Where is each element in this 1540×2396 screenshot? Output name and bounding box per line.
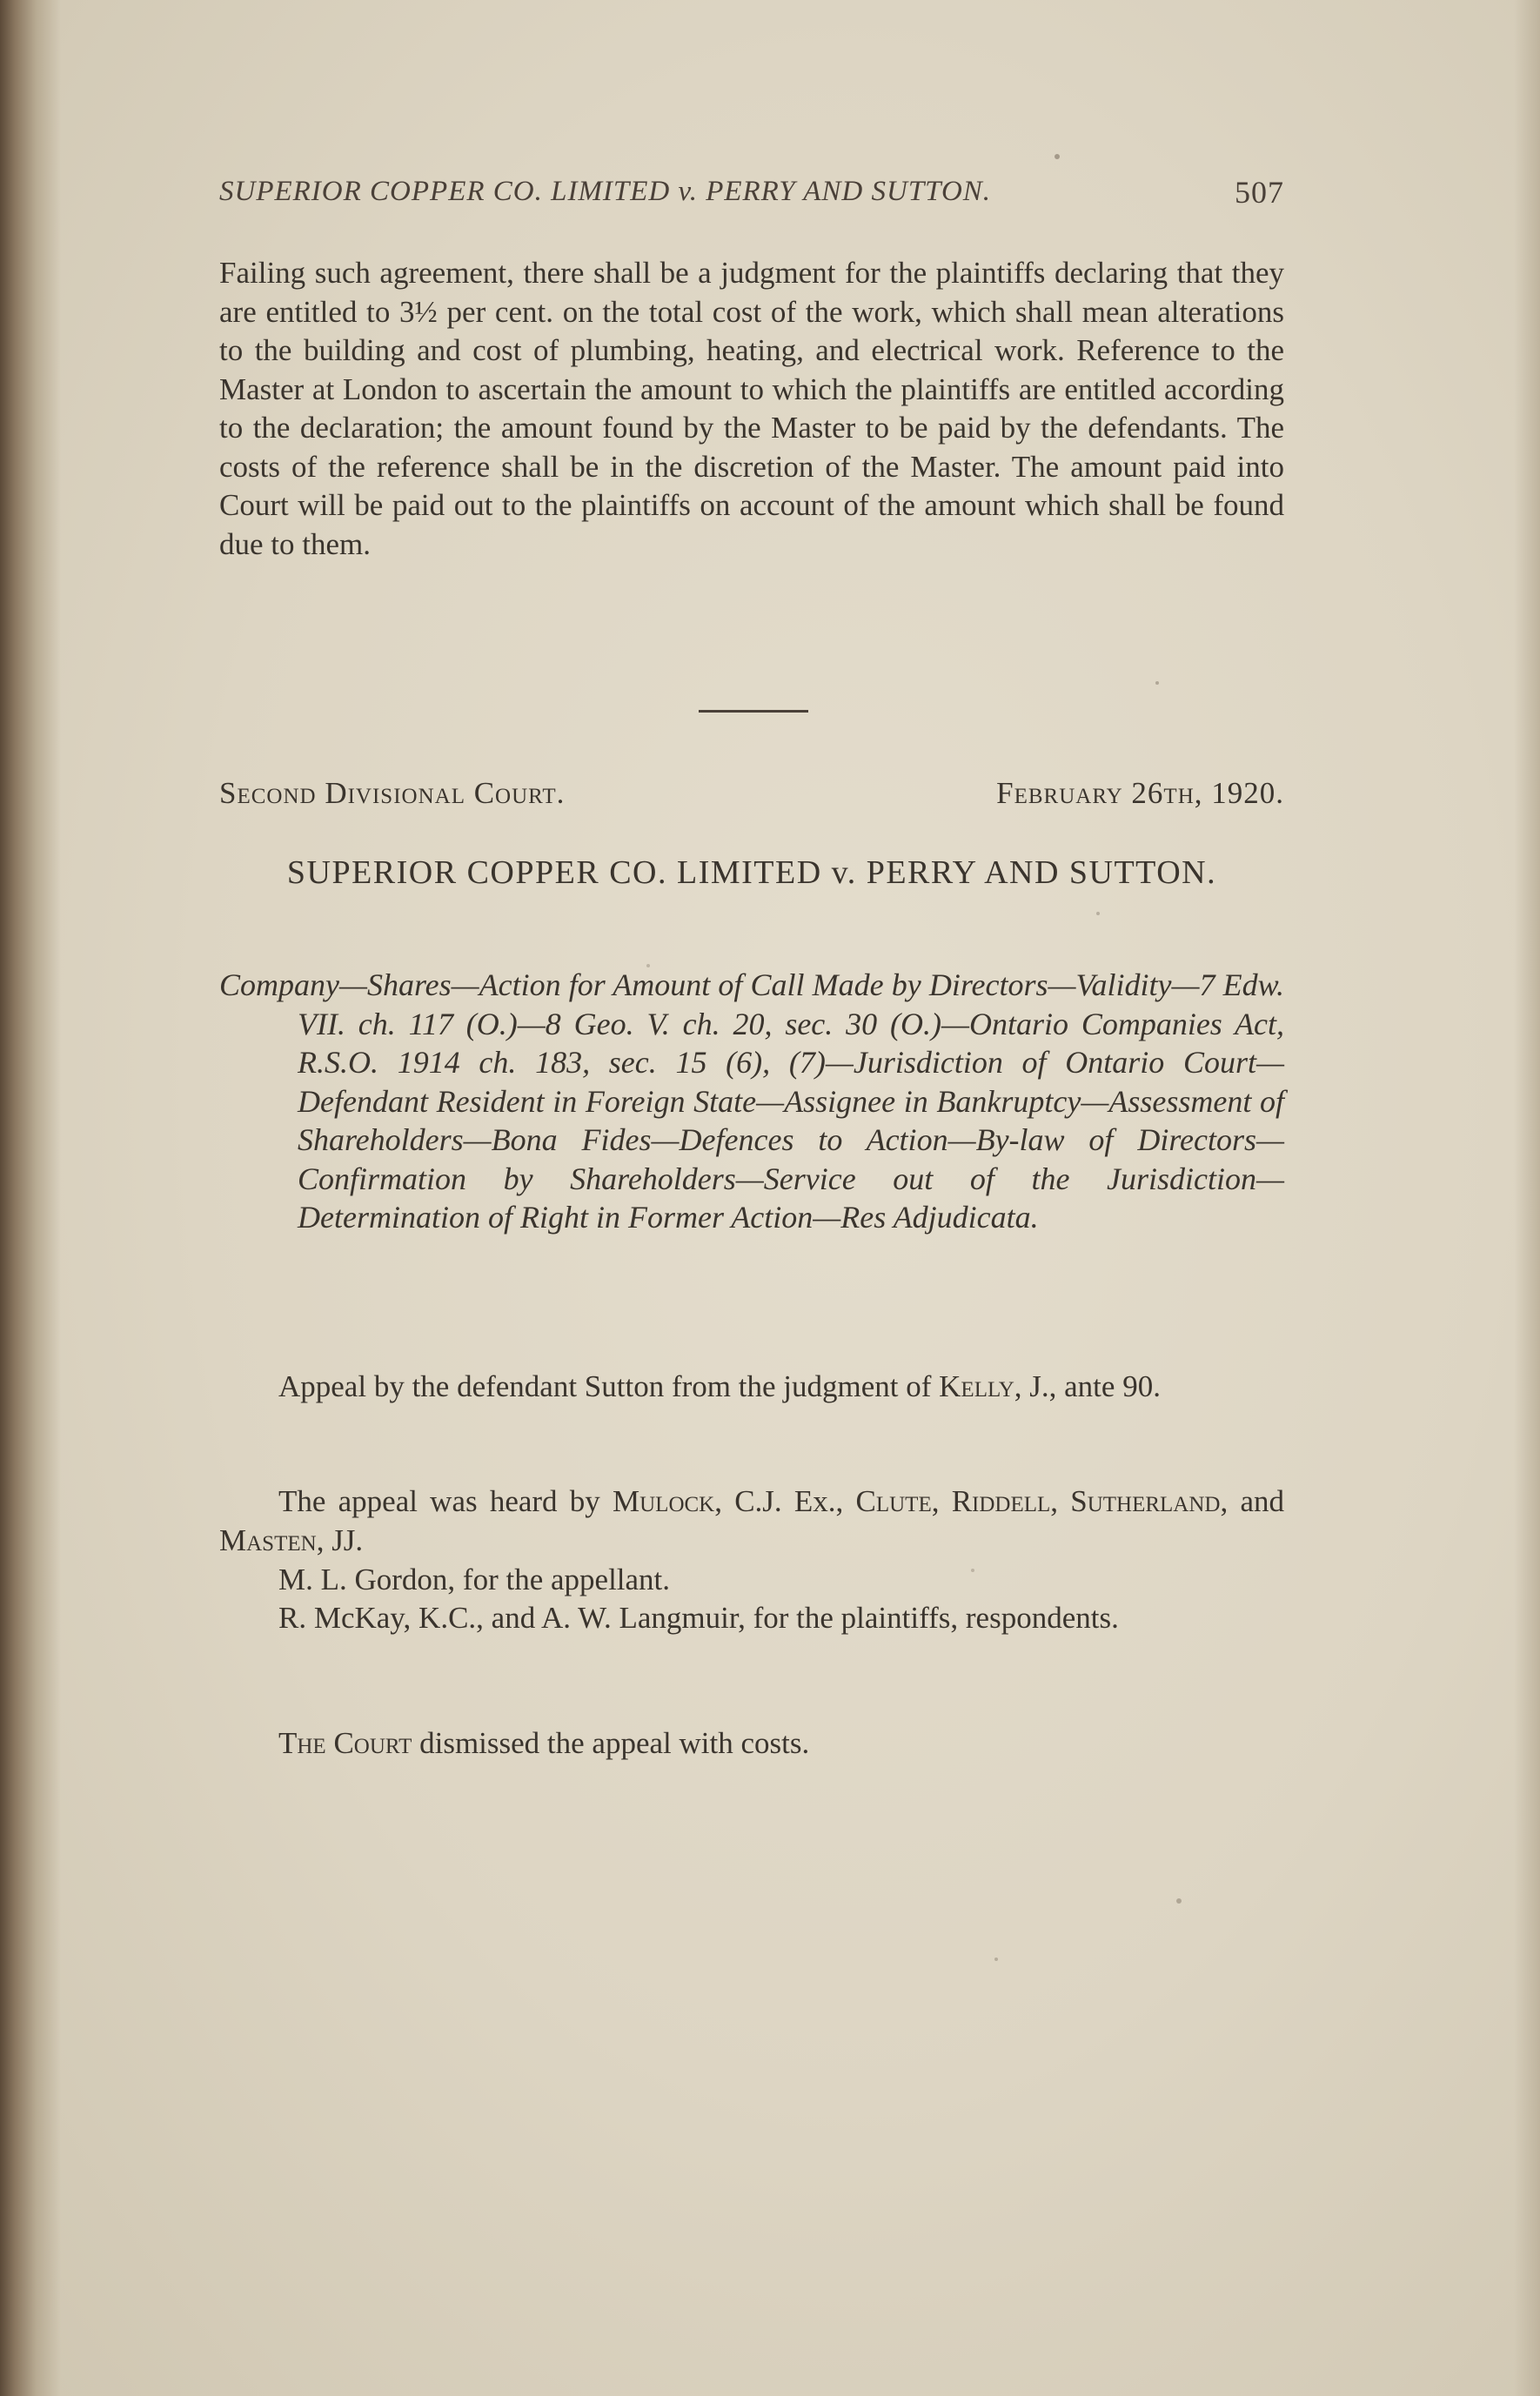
court-name: Second Divisional Court. (219, 776, 566, 810)
heard-by-paragraph (219, 1482, 1284, 1560)
appeal-paragraph (219, 1368, 1284, 1407)
page-edge-shadow (1514, 0, 1540, 2396)
running-head-title: SUPERIOR COPPER CO. LIMITED v. PERRY AND SUTTON. (219, 176, 992, 207)
result-paragraph (219, 1724, 1284, 1764)
court-line (219, 776, 1284, 818)
appeal-text-after: , J., ante 90. (1014, 1369, 1161, 1403)
binding-shadow (0, 0, 61, 2396)
headnote: Company—Shares—Action for Amount of Call Made by Directors—Validity—7 Edw. VII. ch. 117 (O.)—8 Geo. V. ch. 20, sec. 30 (O.)—Ontario Companies Act, R.S.O. 1914 ch. 183, sec. 15 (6), (7)—Jurisdiction of Ontario Court—Defendant Resident in Foreign State—Assignee in Bankruptcy—Assessment of Shareholders—Bona Fides—Defences to Action—By-law of Directors—Confirmation by Shareholders—Service out of the Jurisdiction—Determination of Right in Former Action—Res Adjudicata. (219, 967, 1284, 1235)
section-divider (699, 710, 808, 713)
result-lead: The Court (278, 1726, 412, 1760)
heard-text: The appeal was heard by (278, 1484, 613, 1518)
page-number: 507 (1235, 175, 1284, 210)
judge-name: Masten (219, 1523, 317, 1557)
appeal-text-before: Appeal by the defendant Sutton from the judgment of (278, 1369, 940, 1403)
counsel-appellant: M. L. Gordon, for the appellant. (278, 1563, 671, 1596)
judge-name: Mulock (613, 1484, 715, 1518)
case-title: SUPERIOR COPPER CO. LIMITED v. PERRY AND SUTTON. (286, 854, 1217, 891)
heard-text: , and (1220, 1484, 1284, 1518)
heard-text: , (1050, 1484, 1071, 1518)
judgment-paragraph: Failing such agreement, there shall be a judgment for the plaintiffs declaring that they are entitled to 3½ per cent. on the total cost of the work, which shall mean alterations to the building and cost of plumbing, heating, and electrical work. Reference to the Master at London to ascertain the amount to which the plaintiffs are entitled according to the declaration; the amount found by the Master to be paid by the defendants. The costs of the reference shall be in the discretion of the Master. The amount paid into Court will be paid out to the plaintiffs on account of the amount which shall be found due to them. (219, 256, 1284, 561)
judge-name: Clute (855, 1484, 932, 1518)
heard-text: , JJ. (316, 1523, 364, 1557)
judge-name: Riddell (951, 1484, 1051, 1518)
judge-name: Sutherland (1070, 1484, 1221, 1518)
heard-text: , C.J. Ex., (714, 1484, 856, 1518)
counsel-respondents: R. McKay, K.C., and A. W. Langmuir, for the plaintiffs, respondents. (278, 1601, 1119, 1635)
decision-date: February 26th, 1920. (996, 776, 1284, 810)
running-head (219, 171, 1284, 214)
judge-name: Kelly (939, 1369, 1014, 1403)
result-text: dismissed the appeal with costs. (412, 1726, 810, 1760)
heard-text: , (931, 1484, 952, 1518)
